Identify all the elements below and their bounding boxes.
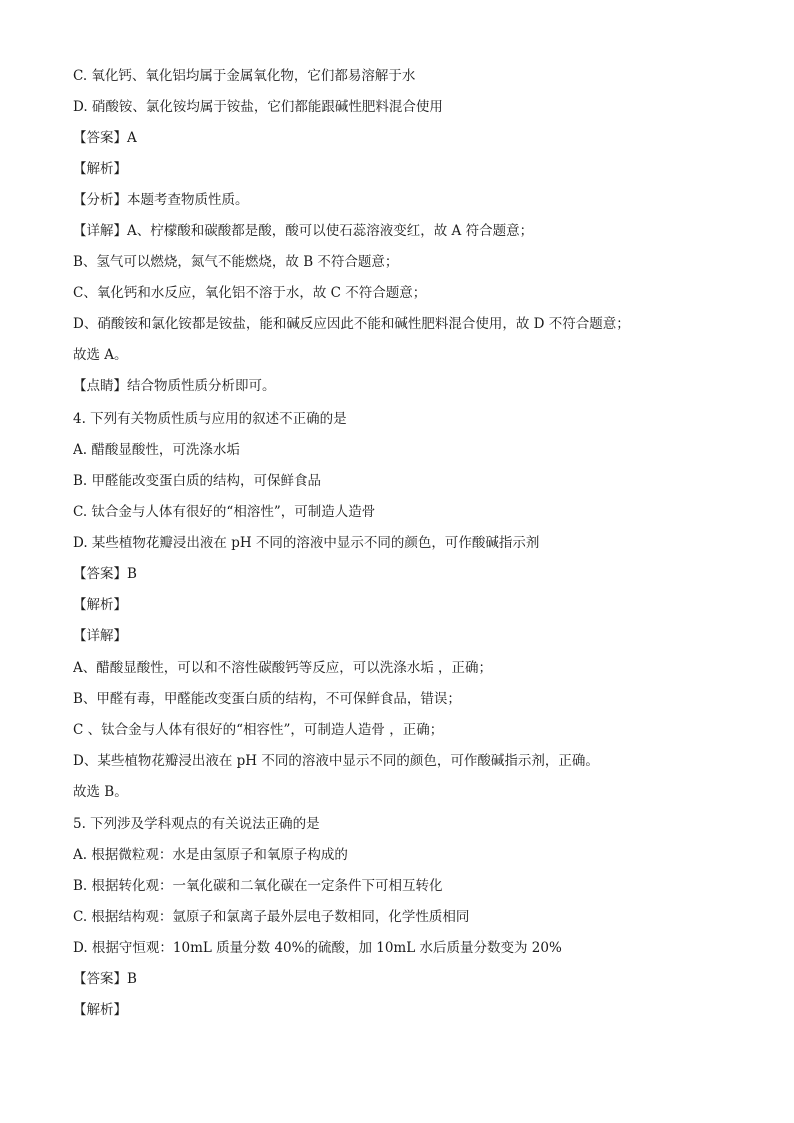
option-b-q5: B. 根据转化观：一氧化碳和二氧化碳在一定条件下可相互转化: [73, 878, 443, 894]
option-a-q4: A. 醋酸显酸性，可洗涤水垢: [73, 442, 240, 458]
conclusion-q3: 故选 A。: [73, 347, 128, 363]
detail-a: 【详解】A、柠檬酸和碳酸都是酸，酸可以使石蕊溶液变红，故 A 符合题意；: [73, 223, 534, 239]
detail-c: C、氧化钙和水反应，氧化铝不溶于水，故 C 不符合题意；: [73, 285, 427, 301]
option-c-q4: C. 钛合金与人体有很好的“相溶性”，可制造人造骨: [73, 504, 376, 520]
analysis-heading-q4: 【解析】: [73, 597, 127, 613]
analysis-heading: 【解析】: [73, 161, 127, 177]
option-d-q3: D. 硝酸铵、氯化铵均属于铵盐，它们都能跟碱性肥料混合使用: [73, 99, 443, 115]
conclusion-q4: 故选 B。: [73, 784, 128, 800]
detail-heading-q4: 【详解】: [73, 628, 127, 644]
detail-d-q4: D、某些植物花瓣浸出液在 pH 不同的溶液中显示不同的颜色，可作酸碱指示剂，正确。: [73, 753, 599, 769]
answer-q3: 【答案】A: [73, 130, 137, 146]
detail-d: D、硝酸铵和氯化铵都是铵盐，能和碱反应因此不能和碱性肥料混合使用，故 D 不符合题意；: [73, 316, 630, 332]
option-a-q5: A. 根据微粒观：水是由氢原子和氧原子构成的: [73, 847, 348, 863]
option-c-q5: C. 根据结构观：氩原子和氯离子最外层电子数相同，化学性质相同: [73, 909, 470, 925]
question-4-title: 4. 下列有关物质性质与应用的叙述不正确的是: [73, 411, 347, 427]
analysis-heading-q5: 【解析】: [73, 1002, 127, 1018]
answer-q5: 【答案】B: [73, 971, 137, 987]
detail-b: B、氢气可以燃烧，氮气不能燃烧，故 B 不符合题意；: [73, 254, 399, 270]
analysis-summary: 【分析】本题考查物质性质。: [73, 192, 249, 208]
question-5-title: 5. 下列涉及学科观点的有关说法正确的是: [73, 816, 320, 832]
answer-q4: 【答案】B: [73, 566, 137, 582]
option-d-q5: D. 根据守恒观：10mL 质量分数 40%的硫酸，加 10mL 水后质量分数变为 20%: [73, 940, 562, 956]
option-d-q4: D. 某些植物花瓣浸出液在 pH 不同的溶液中显示不同的颜色，可作酸碱指示剂: [73, 535, 540, 551]
option-c-q3: C. 氧化钙、氧化铝均属于金属氧化物，它们都易溶解于水: [73, 68, 416, 84]
option-b-q4: B. 甲醛能改变蛋白质的结构，可保鲜食品: [73, 473, 322, 489]
detail-c-q4: C 、钛合金与人体有很好的“相容性”，可制造人造骨 ，正确；: [73, 722, 444, 738]
key-point-q3: 【点睛】结合物质性质分析即可。: [73, 378, 276, 394]
detail-b-q4: B、甲醛有毒，甲醛能改变蛋白质的结构，不可保鲜食品，错误；: [73, 691, 461, 707]
detail-a-q4: A、醋酸显酸性，可以和不溶性碳酸钙等反应，可以洗涤水垢 ，正确；: [73, 660, 493, 676]
